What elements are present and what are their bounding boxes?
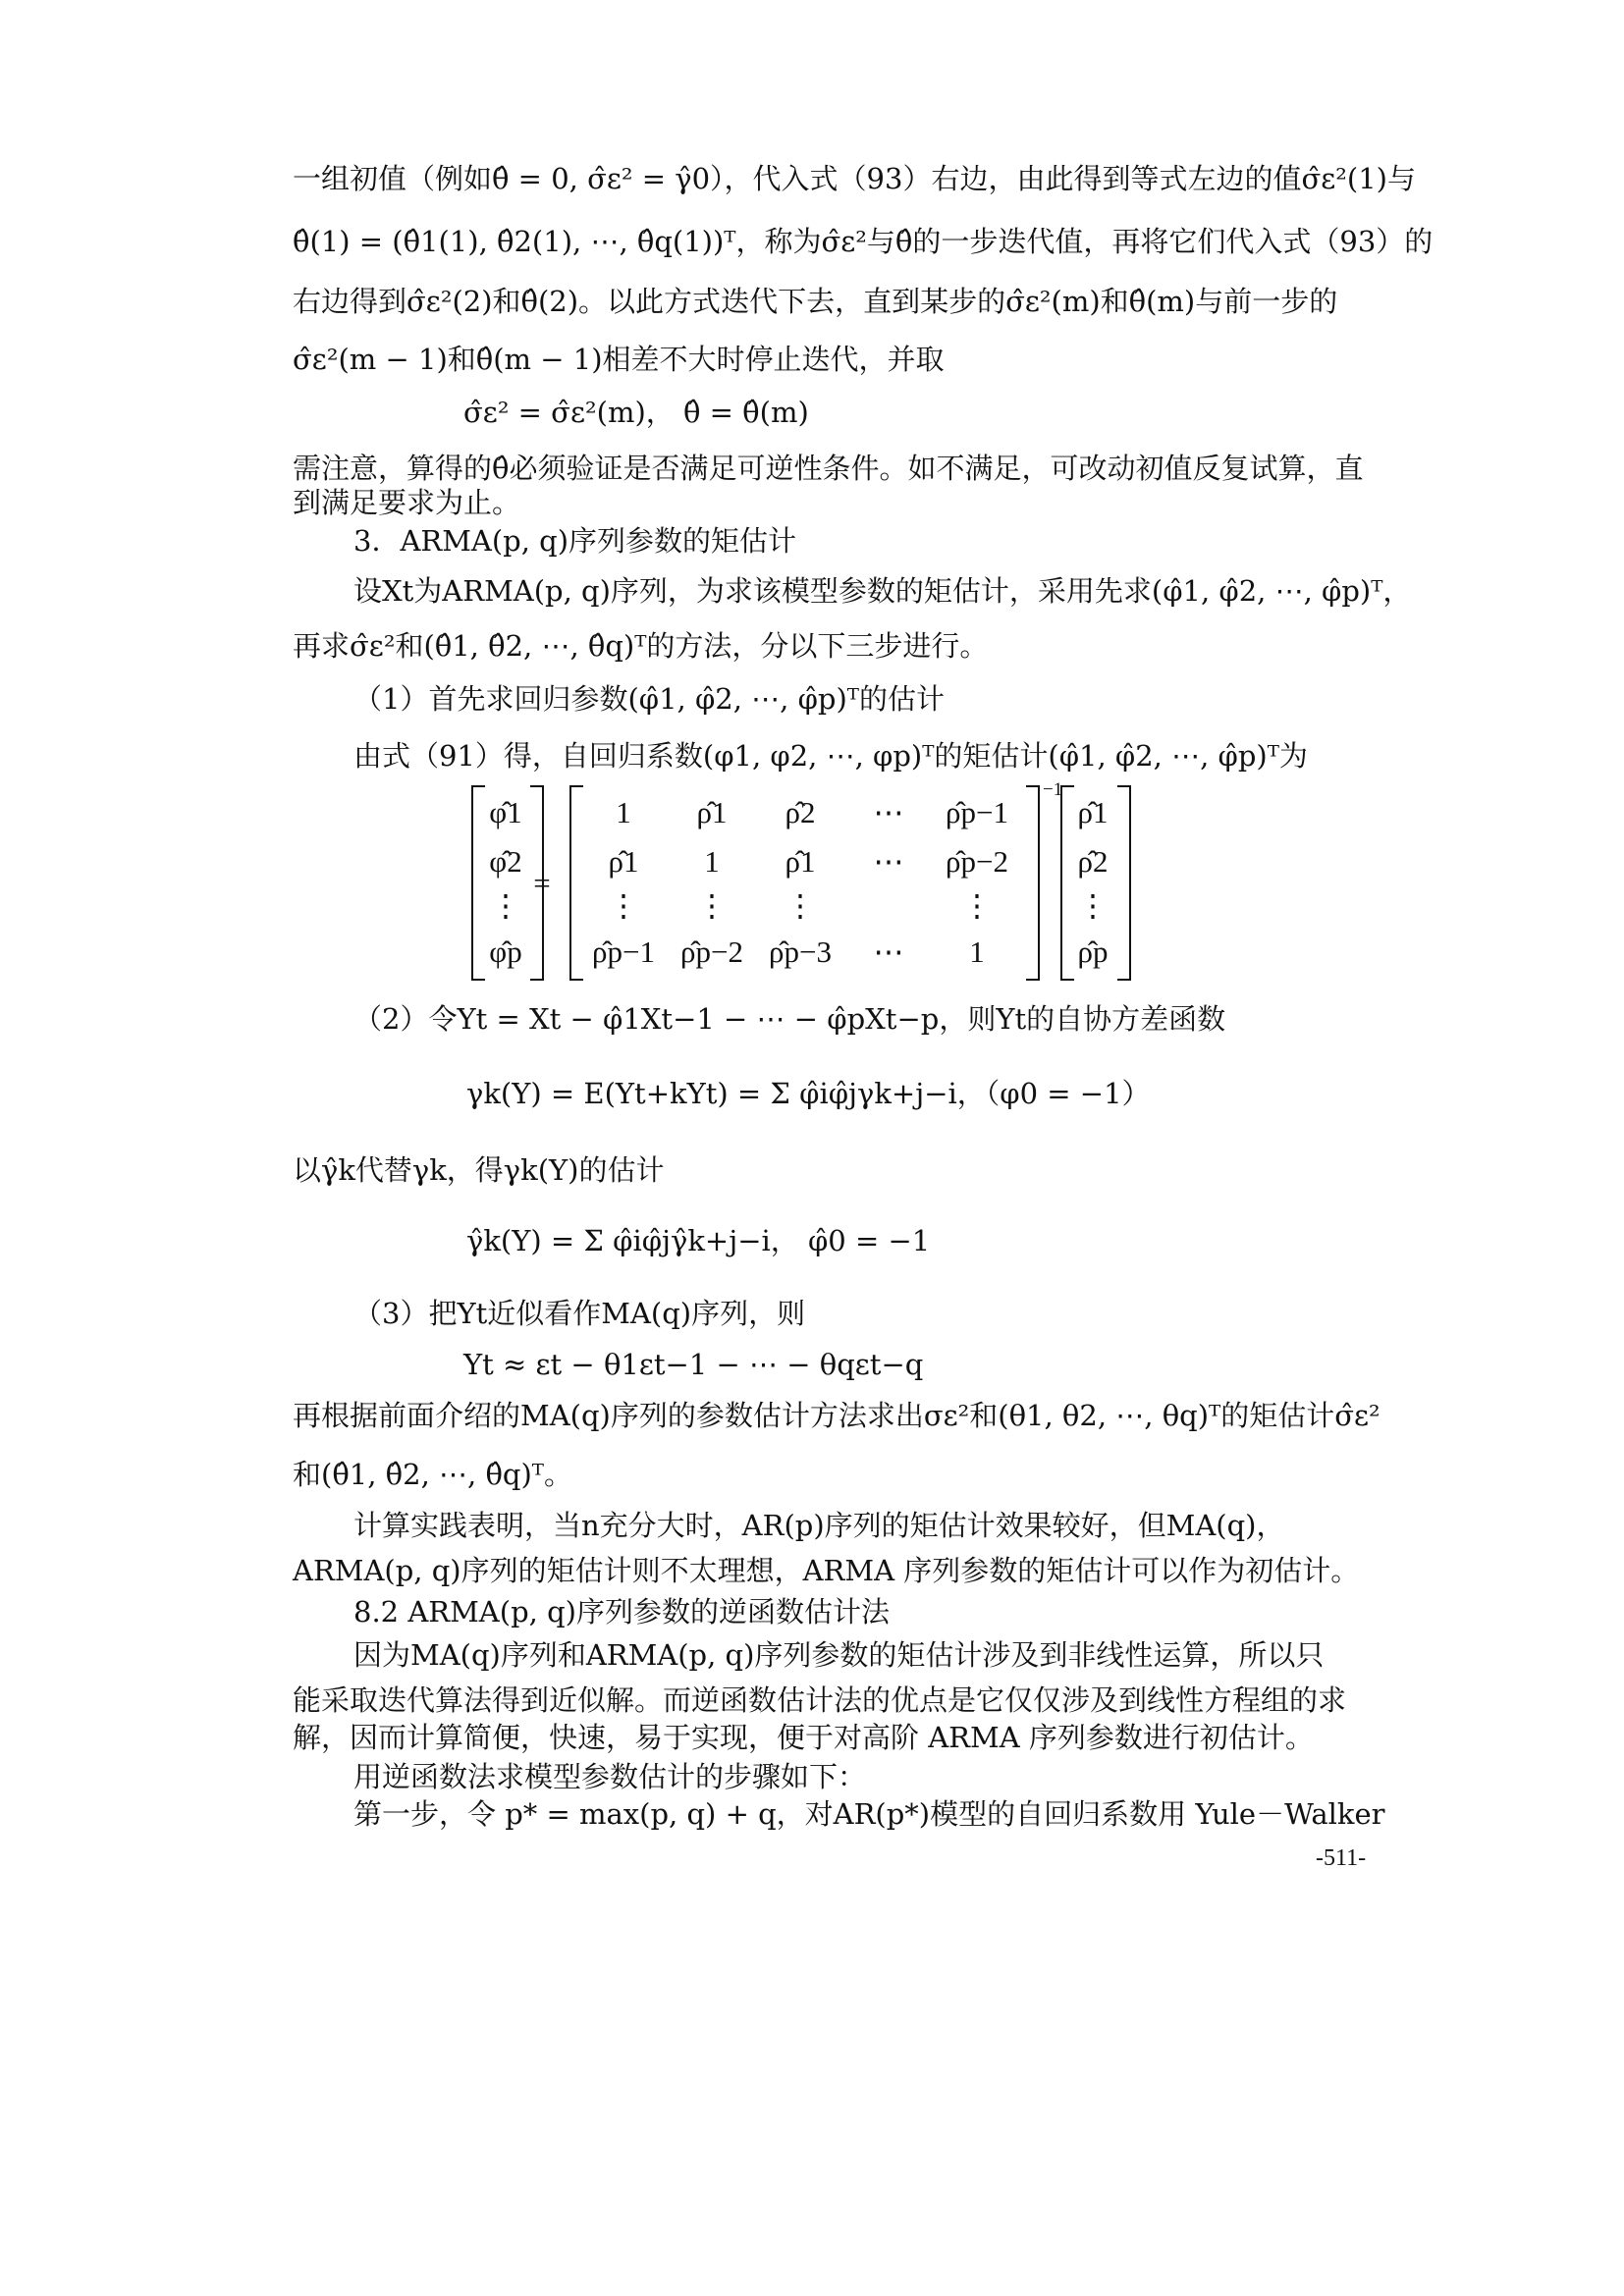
text-line: 由式（91）得，自回归系数(φ1, φ2, ⋯, φp)ᵀ的矩估计(φ̂1, φ̂2, ⋯, φ̂p)ᵀ为 [353, 739, 1308, 773]
text-line: σ̂ε²(m − 1)和θ̂(m − 1)相差不大时停止迭代，并取 [293, 343, 945, 376]
equation: σ̂ε² = σ̂ε²(m)， θ̂ = θ̂(m) [463, 396, 809, 429]
text-line: 能采取迭代算法得到近似解。而逆函数估计法的优点是它仅仅涉及到线性方程组的求 [293, 1683, 1347, 1717]
text-line: 第一步，令 p* = max(p, q) + q，对AR(p*)模型的自回归系数用 Yule－Walker [353, 1797, 1385, 1831]
matrix-cell: ρ̂p−2 [680, 934, 743, 969]
matrix-cell: ρ̂1 [696, 795, 728, 829]
text-line: 和(θ̂1, θ̂2, ⋯, θ̂q)ᵀ。 [293, 1458, 572, 1491]
text-line: 设Xt为ARMA(p, q)序列，为求该模型参数的矩估计，采用先求(φ̂1, φ̂2, ⋯, φ̂p)ᵀ， [353, 574, 1412, 608]
matrix-lhs-cell: ⋮ [490, 888, 521, 923]
equation: γk(Y) = E(Yt+kYt) = Σ φ̂iφ̂jγk+j−i，（φ0 = −1） [466, 1077, 1151, 1110]
section-heading: 8.2 ARMA(p, q)序列参数的逆函数估计法 [353, 1595, 890, 1629]
matrix-cell: ρ̂p−1 [592, 934, 655, 969]
matrix-cell: 1 [969, 934, 985, 969]
matrix-cell: ρ̂p−1 [946, 795, 1008, 829]
matrix-lhs-cell: φ̂2 [489, 844, 522, 879]
text-line: 右边得到σ̂ε²(2)和θ̂(2)。以此方式迭代下去，直到某步的σ̂ε²(m)和θ̂(m)与前一步的 [293, 285, 1338, 318]
matrix-rhs-cell: ⋮ [1077, 888, 1109, 923]
matrix-rhs-cell: ρ̂p [1077, 934, 1109, 969]
matrix-lhs-cell: φ̂p [489, 934, 522, 969]
text-line: 用逆函数法求模型参数估计的步骤如下： [353, 1760, 867, 1793]
text-line: 计算实践表明，当n充分大时，AR(p)序列的矩估计效果较好，但MA(q)， [353, 1509, 1285, 1542]
page-number: -511- [1316, 1845, 1367, 1871]
text-line: （2）令Yt = Xt − φ̂1Xt−1 − ⋯ − φ̂pXt−p，则Yt的自协方差函数 [353, 1002, 1226, 1036]
equals-sign: = [533, 866, 551, 900]
matrix-cell: ρ̂2 [785, 795, 816, 829]
text-line: θ̂(1) = (θ̂1(1), θ̂2(1), ⋯, θ̂q(1))ᵀ，称为σ̂ε²与θ̂的一步迭代值，再将它们代入式（93）的 [293, 225, 1434, 258]
matrix-cell: ρ̂1 [608, 844, 639, 879]
equation: γ̂k(Y) = Σ φ̂iφ̂jγ̂k+j−i， φ̂0 = −1 [466, 1224, 931, 1257]
matrix-cell: ⋯ [873, 844, 904, 879]
matrix-rhs-cell: ρ̂1 [1077, 795, 1109, 829]
matrix-cell: ρ̂p−2 [946, 844, 1008, 879]
matrix-cell: ⋮ [608, 888, 639, 923]
text-line: 需注意，算得的θ̂必须验证是否满足可逆性条件。如不满足，可改动初值反复试算，直 [293, 452, 1364, 485]
matrix-equation [461, 779, 1109, 991]
text-line: 到满足要求为止。 [293, 486, 521, 519]
text-line: 解，因而计算简便，快速，易于实现，便于对高阶 ARMA 序列参数进行初估计。 [293, 1721, 1314, 1754]
matrix-cell: 1 [704, 844, 720, 879]
equation: Yt ≈ εt − θ1εt−1 − ⋯ − θqεt−q [463, 1348, 924, 1381]
matrix-cell: ⋮ [696, 888, 728, 923]
inverse-exponent: −1 [1043, 779, 1063, 800]
matrix-cell: ⋮ [785, 888, 816, 923]
text-line: 以γ̂k代替γk，得γk(Y)的估计 [293, 1153, 665, 1187]
matrix-lhs-cell: φ̂1 [489, 795, 522, 829]
matrix-cell: ρ̂p−3 [769, 934, 832, 969]
text-line: 因为MA(q)序列和ARMA(p, q)序列参数的矩估计涉及到非线性运算，所以只 [353, 1638, 1325, 1672]
text-line: （3）把Yt近似看作MA(q)序列，则 [353, 1297, 806, 1330]
text-line: 再求σ̂ε²和(θ̂1, θ̂2, ⋯, θ̂q)ᵀ的方法，分以下三步进行。 [293, 629, 989, 663]
text-line: 一组初值（例如θ̂ = 0, σ̂ε² = γ̂0），代入式（93）右边，由此得到等式左边的值σ̂ε²(1)与 [293, 162, 1416, 195]
text-line: ARMA(p, q)序列的矩估计则不太理想，ARMA 序列参数的矩估计可以作为初估计。 [293, 1554, 1360, 1587]
matrix-cell: ⋯ [873, 934, 904, 969]
matrix-cell: ⋮ [961, 888, 993, 923]
section-heading: 3．ARMA(p, q)序列参数的矩估计 [353, 524, 797, 558]
matrix-cell: ρ̂1 [785, 844, 816, 879]
matrix-cell: ⋯ [873, 795, 904, 829]
text-line: （1）首先求回归参数(φ̂1, φ̂2, ⋯, φ̂p)ᵀ的估计 [353, 682, 945, 716]
matrix-rhs-cell: ρ̂2 [1077, 844, 1109, 879]
matrix-cell: 1 [616, 795, 631, 829]
text-line: 再根据前面介绍的MA(q)序列的参数估计方法求出σε²和(θ1, θ2, ⋯, θq)ᵀ的矩估计σ̂ε² [293, 1399, 1380, 1432]
